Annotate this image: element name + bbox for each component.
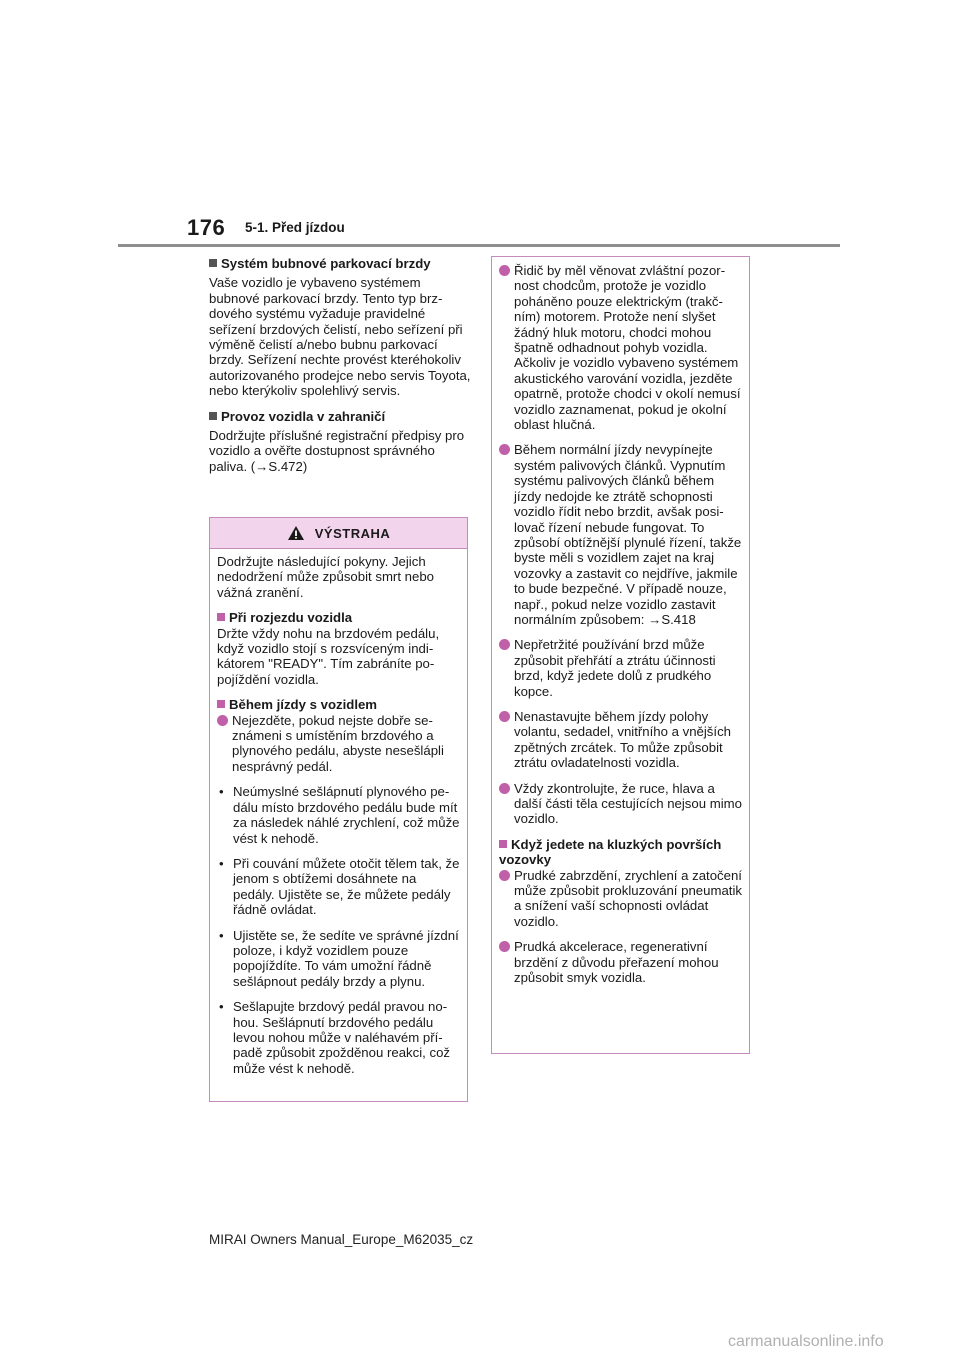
dash-item: [217, 928, 460, 990]
driving-bullet-text: Nejezděte, pokud nejste dobře seznámeni s umístěním brzdového a plynového pedálu, abyste nesešlápli nesprávný pedál.: [232, 712, 444, 774]
list-item: [499, 637, 742, 699]
drum-brake-text: Vaše vozidlo je vybaveno systémem bubnové parkovací brzdy. Tento typ brzdového systému vyžaduje pravidelné seřízení brzdových čelistí, nebo seřízení při výměně čelistí a/nebo bubnu parkovací brzdy. Seřízení nechte provést kteréhokoliv autorizovaného prodejce nebo servis Toyota, nebo kterýkoliv spolehlivý servis.: [209, 275, 471, 399]
page-number: 176: [187, 215, 226, 240]
square-bullet-icon: [217, 613, 225, 621]
list-item-text: Prudké zabrzdění, zrychlení a zatočení může způsobit prokluzování pneumatik a snížení vaší schopnosti ovládat vozidlo.: [514, 867, 742, 929]
list-item-text: Prudká akcelerace, regenerativní brzdění z důvodu přeřazení mohou způsobit smyk vozidla.: [514, 939, 719, 986]
square-bullet-icon: [217, 700, 225, 708]
list-item: [499, 442, 742, 627]
right-warning-box: [491, 256, 750, 1054]
square-bullet-icon: [209, 259, 217, 267]
abroad-text: Dodržujte příslušné registrační předpisy pro vozidlo a ověřte dostupnost správného paliva. (→S.472): [209, 428, 465, 474]
driving-heading: [217, 697, 460, 712]
slippery-heading: [499, 837, 742, 868]
warning-box: [209, 517, 468, 1102]
list-item-text: Nenastavujte během jízdy polohy volantu, sedadel, vnitřního a vnějších zpětných zrcátek. To může způsobit ztrátu ovladatelnosti vozidla.: [514, 708, 731, 771]
list-item-text: Během normální jízdy nevypínejte systém palivových článků. Vypnutím systému palivových článků během jízdy nedojde ke ztrátě schopnosti vozidlo řídit nebo brzdit, avšak posilovač řízení nebude fungovat. To způsobí obtížnější plynulé řízení, takže byste měli s vozidlem zajet na kraj vozovky a zastavit co nejdříve, jakmile to bude bezpečné. V případě nouze, např., pokud nelze vozidlo zastavit normálním způsobem: →S.418: [514, 442, 742, 627]
abroad-heading: [209, 409, 471, 424]
start-heading-text: Při rozjezdu vozidla: [229, 610, 353, 626]
dash-bullet-icon: •: [219, 927, 224, 943]
list-item: [499, 939, 742, 985]
section-title: 5-1. Před jízdou: [245, 220, 345, 235]
abroad-heading-text: Provoz vozidla v zahraničí: [221, 408, 386, 424]
driving-bullet: [217, 713, 460, 775]
dash-bullet-icon: •: [219, 999, 224, 1015]
list-item: [499, 263, 742, 432]
footer-manual-id: MIRAI Owners Manual_Europe_M62035_cz: [209, 1232, 474, 1247]
drum-brake-heading: [209, 256, 471, 271]
dash-bullet-icon: •: [219, 784, 224, 800]
dash-bullet-icon: •: [219, 855, 224, 871]
start-heading: [217, 610, 460, 625]
left-column: [209, 256, 471, 484]
circle-bullet-icon: [217, 715, 228, 726]
circle-bullet-icon: [499, 265, 510, 276]
header-divider: [118, 244, 840, 247]
square-bullet-icon: [209, 412, 217, 420]
square-bullet-icon: [499, 840, 507, 848]
circle-bullet-icon: [499, 711, 510, 722]
warning-intro: Dodržujte následující pokyny. Jejich nedodržení může způsobit smrt nebo vážná zranění.: [217, 554, 434, 600]
warning-title: VÝSTRAHA: [314, 525, 391, 541]
warning-triangle-icon: [287, 525, 305, 541]
list-item-text: Nepřetržité používání brzd může způsobit přehřátí a ztrátu účinnosti brzd, když jedete dolů z prudkého kopce.: [514, 637, 716, 699]
dash-item-text: Při couvání můžete otočit tělem tak, že jenom s obtížemi dosáhnete na pedály. Ujistěte se, že můžete pedály řádně ovládat.: [233, 855, 460, 918]
circle-bullet-icon: [499, 639, 510, 650]
circle-bullet-icon: [499, 444, 510, 455]
dash-item-text: Ujistěte se, že sedíte ve správné jízdní poloze, i když vozidlem pouze popojíždíte. To vám umožní řádně sešlápnout pedály brzdy a plynu.: [233, 927, 459, 989]
circle-bullet-icon: [499, 941, 510, 952]
list-item: [499, 781, 742, 827]
slippery-heading-text: Když jedete na kluzkých površích vozovky: [499, 836, 722, 868]
start-text: Držte vždy nohu na brzdovém pedálu, když vozidlo stojí s rozsvíceným indikátorem "READY". Tím zabráníte popojíždění vozidla.: [217, 625, 440, 687]
dash-item-text: Neúmyslné sešlápnutí plynového pedálu místo brzdového pedálu bude mít za následek náhlé zrychlení, což může vést k nehodě.: [233, 784, 460, 846]
list-item: [499, 709, 742, 771]
circle-bullet-icon: [499, 870, 510, 881]
dash-item: [217, 999, 460, 1076]
circle-bullet-icon: [499, 783, 510, 794]
list-item: [499, 868, 742, 930]
warning-header: [210, 518, 467, 549]
watermark: carmanualsonline.info: [728, 1333, 884, 1350]
driving-heading-text: Během jízdy s vozidlem: [229, 697, 378, 713]
dash-item: [217, 784, 460, 846]
dash-item-text: Sešlapujte brzdový pedál pravou nohou. Sešlápnutí brzdového pedálu levou nohou může v naléhavém případě způsobit zpožděnou reakci, což může vést k nehodě.: [233, 999, 451, 1076]
list-item-text: Vždy zkontrolujte, že ruce, hlava a další části těla cestujících nejsou mimo vozidlo.: [514, 780, 742, 827]
warning-body: [210, 549, 467, 1076]
list-item-text: Řidič by měl věnovat zvláštní pozornost chodcům, protože je vozidlo poháněno pouze elektrickým (trakčním) motorem. Protože není slyšet žádný hluk motoru, chodci mohou špatně odhadnout pohyb vozidla. Ačkoliv je vozidlo vybaveno systémem akustického varování vozidla, jezděte opatrně, protože chodci v okolí nemusí vozidlo zaznamenat, pokud je okolní oblast hlučná.: [514, 263, 741, 433]
drum-brake-heading-text: Systém bubnové parkovací brzdy: [221, 256, 431, 271]
dash-item: [217, 856, 460, 918]
